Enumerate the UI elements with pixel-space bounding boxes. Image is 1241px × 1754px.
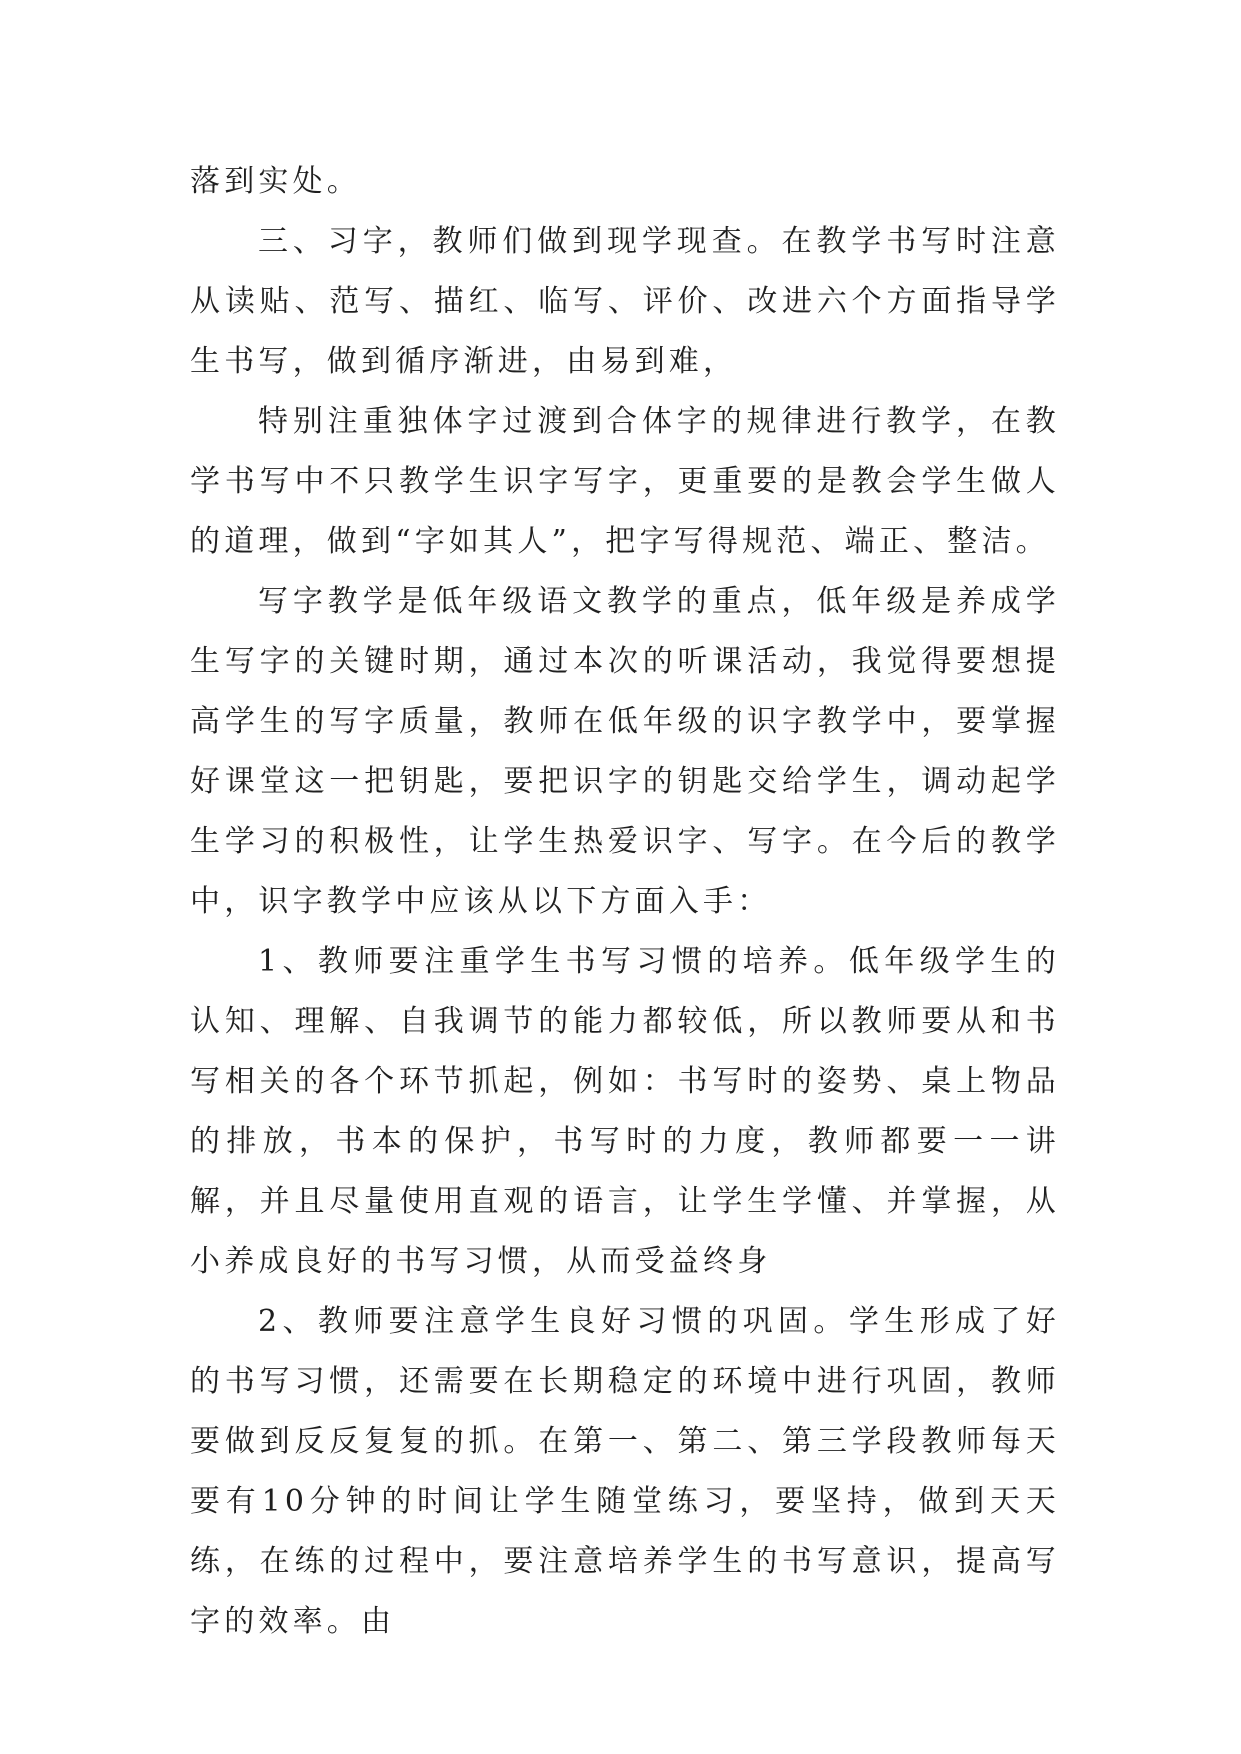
paragraph-point-one: 1、教师要注重学生书写习惯的培养。低年级学生的认知、理解、自我调节的能力都较低，所以教师要从和书写相关的各个环节抓起，例如：书写时的姿势、桌上物品的排放，书本的保护，书写时的力度，教师都要一一讲解，并且尽量使用直观的语言，让学生学懂、并掌握，从小养成良好的书写习惯，从而受益终身	[190, 944, 1060, 1279]
paragraph-character-structure: 特别注重独体字过渡到合体字的规律进行教学，在教学书写中不只教学生识字写字，更重要的是教会学生做人的道理，做到“字如其人”，把字写得规范、端正、整洁。	[190, 404, 1060, 559]
paragraph-point-two: 2、教师要注意学生良好习惯的巩固。学生形成了好的书写习惯，还需要在长期稳定的环境中进行巩固，教师要做到反反复复的抓。在第一、第二、第三学段教师每天要有10分钟的时间让学生随堂练习，要坚持，做到天天练，在练的过程中，要注意培养学生的书写意识，提高写字的效率。由	[190, 1304, 1060, 1639]
paragraph-section-three: 三、习字，教师们做到现学现查。在教学书写时注意从读贴、范写、描红、临写、评价、改进六个方面指导学生书写，做到循序渐进，由易到难，	[190, 224, 1060, 379]
paragraph-writing-teaching: 写字教学是低年级语文教学的重点，低年级是养成学生写字的关键时期，通过本次的听课活动，我觉得要想提高学生的写字质量，教师在低年级的识字教学中，要掌握好课堂这一把钥匙，要把识字的钥匙交给学生，调动起学生学习的积极性，让学生热爱识字、写字。在今后的教学中，识字教学中应该从以下方面入手：	[190, 584, 1060, 919]
document-body	[190, 152, 1060, 1652]
paragraph-continuation: 落到实处。	[190, 164, 361, 199]
